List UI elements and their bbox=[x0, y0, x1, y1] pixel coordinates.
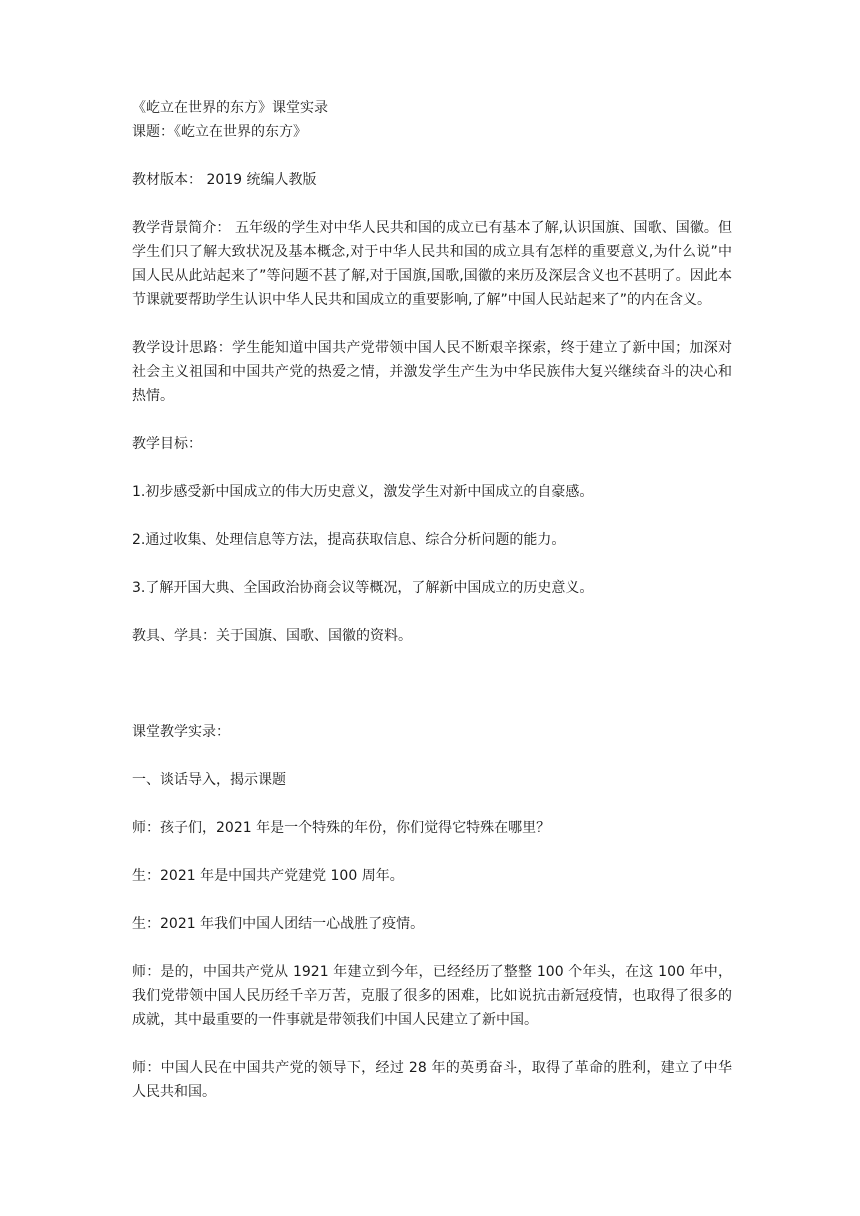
goals-heading: 教学目标： bbox=[132, 436, 202, 452]
goal-item: 3.了解开国大典、全国政治协商会议等概况，了解新中国成立的历史意义。 bbox=[132, 580, 594, 596]
dialogue-line: 师：中国人民在中国共产党的领导下，经过 28 年的英勇奋斗，取得了革命的胜利，建立了中华人民共和国。 bbox=[132, 1060, 732, 1100]
textbook-edition: 教材版本： 2019 统编人教版 bbox=[132, 172, 317, 188]
dialogue-line: 生：2021 年是中国共产党建党 100 周年。 bbox=[132, 868, 404, 884]
document-body bbox=[132, 96, 732, 1104]
teaching-background: 教学背景简介： 五年级的学生对中华人民共和国的成立已有基本了解,认识国旗、国歌、国徽。但学生们只了解大致状况及基本概念,对于中华人民共和国的成立具有怎样的重要意义,为什么说”中国人民从此站起来了”等问题不甚了解,对于国旗,国歌,国徽的来历及深层含义也不甚明了。因此本节课就要帮助学生认识中华人民共和国成立的重要影响,了解”中国人民站起来了”的内在含义。 bbox=[132, 220, 732, 308]
document-title: 《屹立在世界的东方》课堂实录 bbox=[132, 100, 328, 116]
section-heading: 一、谈话导入，揭示课题 bbox=[132, 772, 286, 788]
design-idea: 教学设计思路：学生能知道中国共产党带领中国人民不断艰辛探索，终于建立了新中国；加深对社会主义祖国和中国共产党的热爱之情，并激发学生产生为中华民族伟大复兴继续奋斗的决心和热情。 bbox=[132, 340, 732, 404]
goal-item: 1.初步感受新中国成立的伟大历史意义，激发学生对新中国成立的自豪感。 bbox=[132, 484, 594, 500]
teaching-materials: 教具、学具：关于国旗、国歌、国徽的资料。 bbox=[132, 628, 412, 644]
dialogue-line: 生：2021 年我们中国人团结一心战胜了疫情。 bbox=[132, 916, 425, 932]
lesson-subject: 课题：《屹立在世界的东方》 bbox=[132, 124, 307, 140]
goal-item: 2.通过收集、处理信息等方法，提高获取信息、综合分析问题的能力。 bbox=[132, 532, 566, 548]
dialogue-line: 师：是的，中国共产党从 1921 年建立到今年，已经经历了整整 100 个年头，在这 100 年中，我们党带领中国人民历经千辛万苦，克服了很多的困难，比如说抗击新冠疫情，也取得了很多的成就，其中最重要的一件事就是带领我们中国人民建立了新中国。 bbox=[132, 964, 732, 1028]
dialogue-line: 师：孩子们，2021 年是一个特殊的年份，你们觉得它特殊在哪里？ bbox=[132, 820, 551, 836]
record-heading: 课堂教学实录： bbox=[132, 724, 230, 740]
